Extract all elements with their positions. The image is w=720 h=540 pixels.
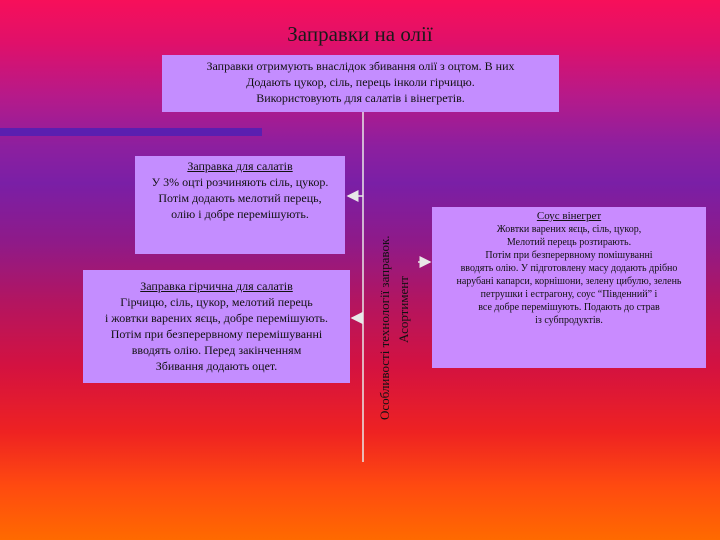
intro-line: Додають цукор, сіль, перець інколи гірчицю. [246, 75, 475, 89]
vinaigrette-sauce-line: Жовтки варених яєць, сіль, цукор, [496, 224, 642, 235]
mustard-dressing-line: Потім при безперервному перемішуванні [110, 327, 323, 341]
vinaigrette-sauce-line: із субпродуктів. [535, 315, 603, 326]
vinaigrette-sauce-line: Потім при безперервному помішуванні [485, 250, 653, 261]
mustard-dressing-line: вводять олію. Перед закінченням [131, 343, 302, 357]
vinaigrette-sauce-line: петрушки і естрагону, соус “Південний” і [480, 289, 658, 300]
intro-line: Використовують для салатів і вінегретів. [256, 91, 465, 105]
salad-dressing-heading: Заправка для салатів [187, 159, 293, 173]
intro-line: Заправки отримують внаслідок збивання олії з оцтом. В них [206, 59, 515, 73]
vinaigrette-sauce-line: нарубані капарси, корнішони, зелену цибулю, зелень [456, 276, 682, 287]
salad-dressing-line: Потім додають мелотий перець, [158, 191, 322, 205]
page-title: Заправки на олії [287, 22, 433, 46]
technology-features-label: Особливості технології заправок. [377, 235, 392, 420]
vinaigrette-sauce-line: вводять олію. У підготовлену масу додають дрібно [460, 263, 678, 274]
mustard-dressing-line: і жовтки варених яєць, добре перемішують. [104, 311, 329, 325]
assortment-label: Асортимент [396, 276, 411, 343]
salad-dressing-line: олію і добре перемішують. [171, 207, 309, 221]
mustard-dressing-heading: Заправка гірчична для салатів [140, 279, 293, 293]
mustard-dressing-line: Збивання додають оцет. [155, 359, 278, 373]
vinaigrette-sauce-line: Мелотий перець розтирають. [506, 237, 632, 248]
vinaigrette-sauce-heading: Соус вінегрет [536, 210, 602, 222]
vinaigrette-sauce-line: все добре перемішують. Подають до страв [478, 302, 660, 313]
mustard-dressing-line: Гірчицю, сіль, цукор, мелотий перець [120, 295, 313, 309]
salad-dressing-line: У 3% оцті розчиняють сіль, цукор. [151, 175, 329, 189]
